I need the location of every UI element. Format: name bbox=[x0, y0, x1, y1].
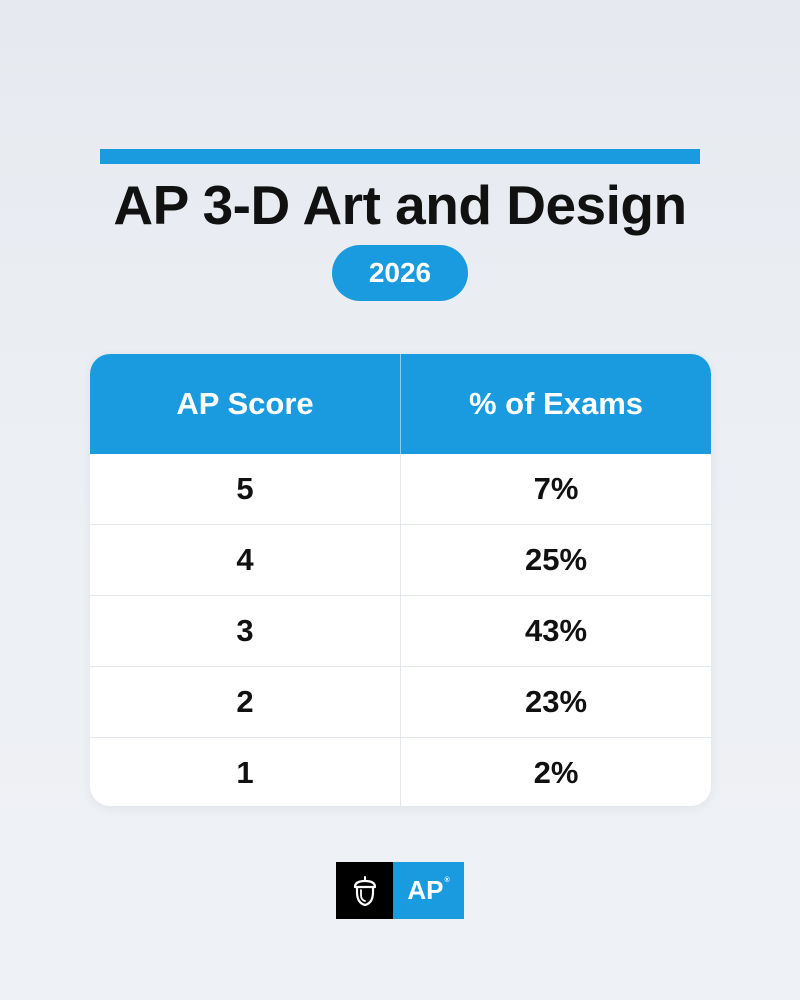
ap-logo-text: AP bbox=[407, 875, 444, 905]
table-row bbox=[90, 666, 711, 737]
accent-bar bbox=[100, 149, 700, 164]
percent-cell: 23% bbox=[400, 667, 711, 737]
table-row bbox=[90, 524, 711, 595]
percent-cell: 2% bbox=[400, 738, 711, 806]
column-header-percent-of-exams: % of Exams bbox=[400, 354, 711, 454]
column-header-ap-score: AP Score bbox=[176, 386, 314, 421]
score-cell: 3 bbox=[236, 613, 254, 648]
table-header bbox=[90, 354, 711, 454]
acorn-icon-svg bbox=[352, 875, 378, 907]
ap-logo-wordmark bbox=[393, 862, 464, 919]
score-cell: 4 bbox=[236, 542, 254, 577]
year-badge: 2026 bbox=[332, 245, 468, 301]
ap-logo bbox=[336, 862, 464, 919]
percent-cell: 7% bbox=[400, 454, 711, 524]
score-cell: 2 bbox=[236, 684, 254, 719]
registered-mark: ® bbox=[444, 877, 450, 884]
table-row bbox=[90, 595, 711, 666]
score-table bbox=[90, 354, 711, 806]
percent-cell: 43% bbox=[400, 596, 711, 666]
page-title: AP 3-D Art and Design bbox=[113, 174, 687, 236]
percent-cell: 25% bbox=[400, 525, 711, 595]
table-row bbox=[90, 737, 711, 806]
score-cell: 5 bbox=[236, 471, 254, 506]
acorn-icon bbox=[336, 862, 393, 919]
score-cell: 1 bbox=[236, 755, 254, 790]
table-body bbox=[90, 454, 711, 806]
table-row bbox=[90, 454, 711, 524]
